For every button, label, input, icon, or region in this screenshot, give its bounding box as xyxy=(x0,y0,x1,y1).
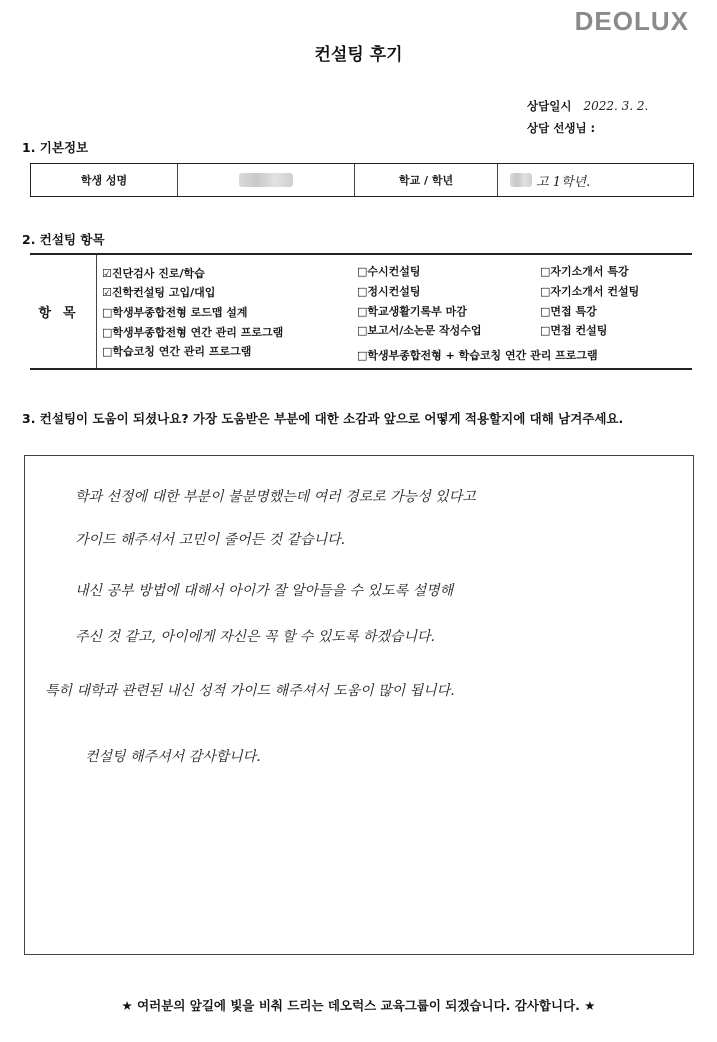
basic-info-table xyxy=(30,163,694,197)
answer-line-6: 컨설팅 해주셔서 감사합니다. xyxy=(85,749,261,765)
option-interview-lecture: □면접 특강 xyxy=(540,305,597,318)
option-essay-consulting: □자기소개서 컨설팅 xyxy=(540,285,640,298)
option-school-record: □학교생활기록부 마감 xyxy=(357,305,467,318)
option-study-coaching: □학습코칭 연간 관리 프로그램 xyxy=(102,345,252,358)
answer-line-4: 주신 것 같고, 아이에게 자신은 꼭 할 수 있도록 하겠습니다. xyxy=(75,629,436,645)
section1-heading: 1. 기본정보 xyxy=(22,140,89,155)
option-combined-program: □학생부종합전형 + 학습코칭 연간 관리 프로그램 xyxy=(357,349,598,362)
redacted-name xyxy=(239,173,293,187)
answer-box xyxy=(24,455,694,955)
consult-teacher-label: 상담 선생님 : xyxy=(527,121,596,135)
consult-date-label: 상담일시 xyxy=(527,99,572,113)
option-essay-lecture: □자기소개서 특강 xyxy=(540,265,629,278)
consult-date xyxy=(527,98,648,114)
student-name-value xyxy=(178,164,355,196)
redacted-school xyxy=(510,173,532,187)
option-roadmap-design: □학생부종합전형 로드맵 설계 xyxy=(102,306,248,319)
answer-line-5: 특히 대학과 관련된 내신 성적 가이드 해주셔서 도움이 많이 됩니다. xyxy=(45,683,455,699)
school-grade-text: 고 1학년. xyxy=(536,174,591,190)
answer-line-1: 학과 선정에 대한 부분이 불분명했는데 여러 경로로 가능성 있다고 xyxy=(75,489,476,505)
consult-date-value: 2022. 3. 2. xyxy=(583,99,649,113)
items-row-header: 항목 xyxy=(30,255,97,368)
school-grade-label: 학교 / 학년 xyxy=(355,164,498,196)
section2-heading: 2. 컨설팅 항목 xyxy=(22,232,105,247)
option-report-writing: □보고서/소논문 작성수업 xyxy=(357,324,482,337)
section3-question: 3. 컨설팅이 도움이 되셨나요? 가장 도움받은 부분에 대한 소감과 앞으로 어떻게 적용할지에 대해 남겨주세요. xyxy=(22,411,624,426)
student-name-label: 학생 성명 xyxy=(31,164,178,196)
page-title: 컨설팅 후기 xyxy=(314,45,403,65)
option-admission-consulting: ☑진학컨설팅 고입/대입 xyxy=(102,286,216,299)
option-diagnostic-test: ☑진단검사 진로/학습 xyxy=(102,267,205,280)
option-regular-admission: □정시컨설팅 xyxy=(357,285,421,298)
deolux-logo: DEOLUX xyxy=(574,6,689,36)
footer-message: ★ 여러분의 앞길에 빛을 비춰 드리는 데오럭스 교육그룹이 되겠습니다. 감사합니다. ★ xyxy=(121,998,596,1013)
answer-line-2: 가이드 해주셔서 고민이 줄어든 것 같습니다. xyxy=(75,532,346,548)
option-annual-program: □학생부종합전형 연간 관리 프로그램 xyxy=(102,326,284,339)
option-interview-consulting: □면접 컨설팅 xyxy=(540,324,608,337)
option-rolling-admission: □수시컨설팅 xyxy=(357,265,421,278)
school-grade-value xyxy=(498,164,693,196)
consulting-items-table xyxy=(30,253,692,370)
answer-line-3: 내신 공부 방법에 대해서 아이가 잘 알아들을 수 있도록 설명해 xyxy=(75,583,454,599)
